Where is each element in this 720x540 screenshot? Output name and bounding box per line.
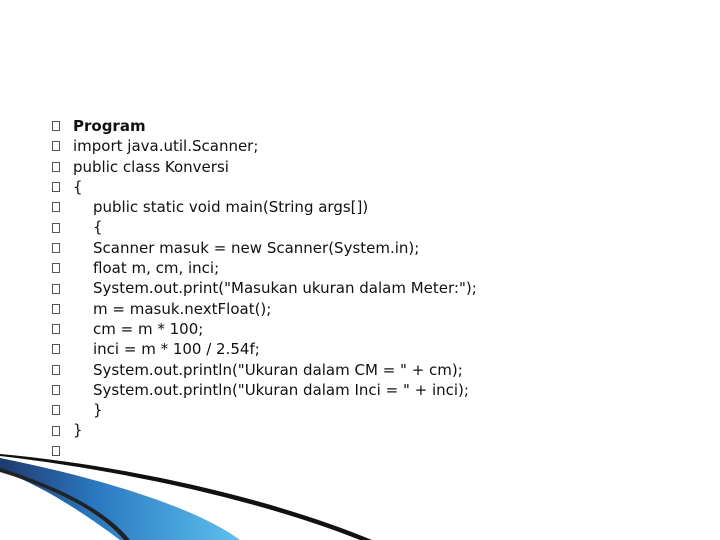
code-text: import java.util.Scanner; xyxy=(73,137,259,156)
code-line xyxy=(52,217,477,237)
bullet-box-icon xyxy=(52,324,60,334)
decorative-swoosh xyxy=(0,440,720,540)
bullet-box-icon xyxy=(52,426,60,436)
code-line xyxy=(52,157,477,177)
code-text: inci = m * 100 / 2.54f; xyxy=(93,340,260,359)
code-line xyxy=(52,400,477,420)
code-text: Program xyxy=(73,117,146,135)
bullet-box-icon xyxy=(52,385,60,395)
bullet-box-icon xyxy=(52,344,60,354)
code-line xyxy=(52,299,477,319)
code-text: public static void main(String args[]) xyxy=(93,198,369,217)
code-text: Scanner masuk = new Scanner(System.in); xyxy=(93,238,420,257)
bullet-box-icon xyxy=(52,243,60,253)
code-text: { xyxy=(73,177,83,196)
code-listing xyxy=(52,116,477,461)
code-text: System.out.println("Ukuran dalam CM = " + cm); xyxy=(93,360,463,379)
code-line xyxy=(52,420,477,440)
code-text: m = masuk.nextFloat(); xyxy=(93,299,272,318)
bullet-box-icon xyxy=(52,141,60,151)
code-text: public class Konversi xyxy=(73,157,229,176)
code-line xyxy=(52,380,477,400)
code-line xyxy=(52,278,477,298)
bullet-box-icon xyxy=(52,263,60,273)
code-line xyxy=(52,177,477,197)
bullet-box-icon xyxy=(52,365,60,375)
code-line xyxy=(52,319,477,339)
code-text: } xyxy=(73,421,83,440)
code-line xyxy=(52,116,477,136)
bullet-box-icon xyxy=(52,182,60,192)
bullet-box-icon xyxy=(52,284,60,294)
bullet-box-icon xyxy=(52,304,60,314)
code-line xyxy=(52,258,477,278)
bullet-box-icon xyxy=(52,223,60,233)
code-text: cm = m * 100; xyxy=(93,319,204,338)
code-text: } xyxy=(93,401,103,420)
code-text: { xyxy=(93,218,103,237)
bullet-box-icon xyxy=(52,202,60,212)
code-line xyxy=(52,197,477,217)
bullet-box-icon xyxy=(52,162,60,172)
code-text: System.out.print("Masukan ukuran dalam Meter:"); xyxy=(93,279,477,298)
code-text: float m, cm, inci; xyxy=(93,259,220,278)
code-line xyxy=(52,339,477,359)
bullet-box-icon xyxy=(52,405,60,415)
code-line xyxy=(52,238,477,258)
bullet-box-icon xyxy=(52,121,60,131)
code-line xyxy=(52,360,477,380)
code-line xyxy=(52,136,477,156)
code-text: System.out.println("Ukuran dalam Inci = " + inci); xyxy=(93,380,469,399)
